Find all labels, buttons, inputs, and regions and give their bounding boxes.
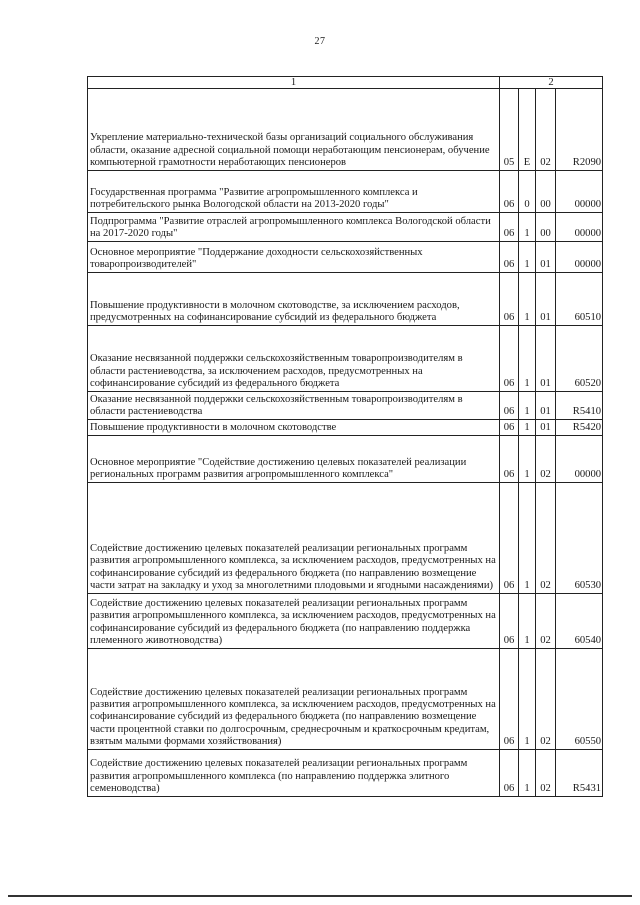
code-subprogram: 1 [519, 213, 536, 242]
code-direction: R5410 [556, 392, 603, 420]
table-row [88, 594, 603, 649]
row-name: Повышение продуктивности в молочном скотоводстве [88, 420, 500, 436]
row-name: Оказание несвязанной поддержки сельскохозяйственным товаропроизводителям в области растениеводства, за исключением расходов, предусмотренных на софинансирование субсидий из федерального бюджета [88, 326, 500, 392]
header-col-1: 1 [88, 77, 500, 89]
code-subprogram: 0 [519, 171, 536, 213]
code-direction: R2090 [556, 89, 603, 171]
code-activity: 02 [536, 436, 556, 483]
table-row [88, 213, 603, 242]
table-row [88, 89, 603, 171]
row-name: Содействие достижению целевых показателей реализации региональных программ развития агропромышленного комплекса, за исключением расходов, предусмотренных на софинансирование субсидий из федерального бюджета (по направлению поддержка племенного животноводства) [88, 594, 500, 649]
code-program: 06 [500, 326, 519, 392]
header-row [88, 77, 603, 89]
code-subprogram: 1 [519, 326, 536, 392]
code-program: 06 [500, 420, 519, 436]
table-row [88, 242, 603, 273]
code-activity: 02 [536, 483, 556, 594]
table-row [88, 420, 603, 436]
code-activity: 02 [536, 649, 556, 750]
code-direction: 60520 [556, 326, 603, 392]
code-program: 05 [500, 89, 519, 171]
code-activity: 01 [536, 392, 556, 420]
code-activity: 01 [536, 420, 556, 436]
code-program: 06 [500, 242, 519, 273]
code-subprogram: 1 [519, 392, 536, 420]
code-activity: 01 [536, 326, 556, 392]
code-direction: 00000 [556, 436, 603, 483]
code-subprogram: 1 [519, 420, 536, 436]
code-direction: 60540 [556, 594, 603, 649]
code-subprogram: 1 [519, 594, 536, 649]
code-subprogram: 1 [519, 436, 536, 483]
page-number: 27 [314, 36, 326, 47]
row-name: Оказание несвязанной поддержки сельскохозяйственным товаропроизводителям в области растениеводства [88, 392, 500, 420]
row-name: Содействие достижению целевых показателей реализации региональных программ развития агропромышленного комплекса (по направлению поддержка элитного семеноводства) [88, 750, 500, 797]
table-row [88, 436, 603, 483]
code-direction: 00000 [556, 213, 603, 242]
code-activity: 01 [536, 242, 556, 273]
row-name: Подпрограмма "Развитие отраслей агропромышленного комплекса Вологодской области на 2017-2020 годы" [88, 213, 500, 242]
code-program: 06 [500, 171, 519, 213]
code-program: 06 [500, 273, 519, 326]
bottom-rule [8, 895, 632, 897]
code-subprogram: 1 [519, 649, 536, 750]
code-direction: 60530 [556, 483, 603, 594]
code-activity: 00 [536, 213, 556, 242]
row-name: Содействие достижению целевых показателей реализации региональных программ развития агропромышленного комплекса, за исключением расходов, предусмотренных на софинансирование субсидий из федерального бюджета (по направлению возмещение части затрат на закладку и уход за многолетними плодовыми и ягодными насаждениями) [88, 483, 500, 594]
table-row [88, 750, 603, 797]
code-program: 06 [500, 436, 519, 483]
table-row [88, 649, 603, 750]
code-direction: 60510 [556, 273, 603, 326]
code-subprogram: Е [519, 89, 536, 171]
row-name: Укрепление материально-технической базы организаций социального обслуживания области, оказание адресной социальной помощи неработающим пенсионерам, обучение компьютерной грамотности неработающих пенсионеров [88, 89, 500, 171]
code-direction: R5420 [556, 420, 603, 436]
row-name: Основное мероприятие "Содействие достижению целевых показателей реализации региональных программ развития агропромышленного комплекса" [88, 436, 500, 483]
code-program: 06 [500, 750, 519, 797]
code-subprogram: 1 [519, 750, 536, 797]
row-name: Содействие достижению целевых показателей реализации региональных программ развития агропромышленного комплекса, за исключением расходов, предусмотренных на софинансирование субсидий из федерального бюджета (по направлению возмещение части процентной ставки по долгосрочным, среднесрочным и краткосрочным кредитам, взятым малыми формами хозяйствования) [88, 649, 500, 750]
code-direction: R5431 [556, 750, 603, 797]
code-direction: 00000 [556, 171, 603, 213]
code-program: 06 [500, 483, 519, 594]
code-activity: 02 [536, 594, 556, 649]
code-subprogram: 1 [519, 242, 536, 273]
code-activity: 02 [536, 750, 556, 797]
code-direction: 00000 [556, 242, 603, 273]
code-activity: 00 [536, 171, 556, 213]
code-activity: 02 [536, 89, 556, 171]
code-direction: 60550 [556, 649, 603, 750]
code-subprogram: 1 [519, 483, 536, 594]
table-row [88, 326, 603, 392]
code-program: 06 [500, 649, 519, 750]
code-subprogram: 1 [519, 273, 536, 326]
header-col-2: 2 [500, 77, 603, 89]
table-row [88, 392, 603, 420]
code-program: 06 [500, 392, 519, 420]
table-row [88, 171, 603, 213]
row-name: Повышение продуктивности в молочном скотоводстве, за исключением расходов, предусмотренных на софинансирование субсидий из федерального бюджета [88, 273, 500, 326]
code-program: 06 [500, 213, 519, 242]
row-name: Государственная программа "Развитие агропромышленного комплекса и потребительского рынка Вологодской области на 2013-2020 годы" [88, 171, 500, 213]
code-program: 06 [500, 594, 519, 649]
budget-classification-table [87, 76, 603, 797]
table-row [88, 273, 603, 326]
code-activity: 01 [536, 273, 556, 326]
table-row [88, 483, 603, 594]
row-name: Основное мероприятие "Поддержание доходности сельскохозяйственных товаропроизводителей" [88, 242, 500, 273]
